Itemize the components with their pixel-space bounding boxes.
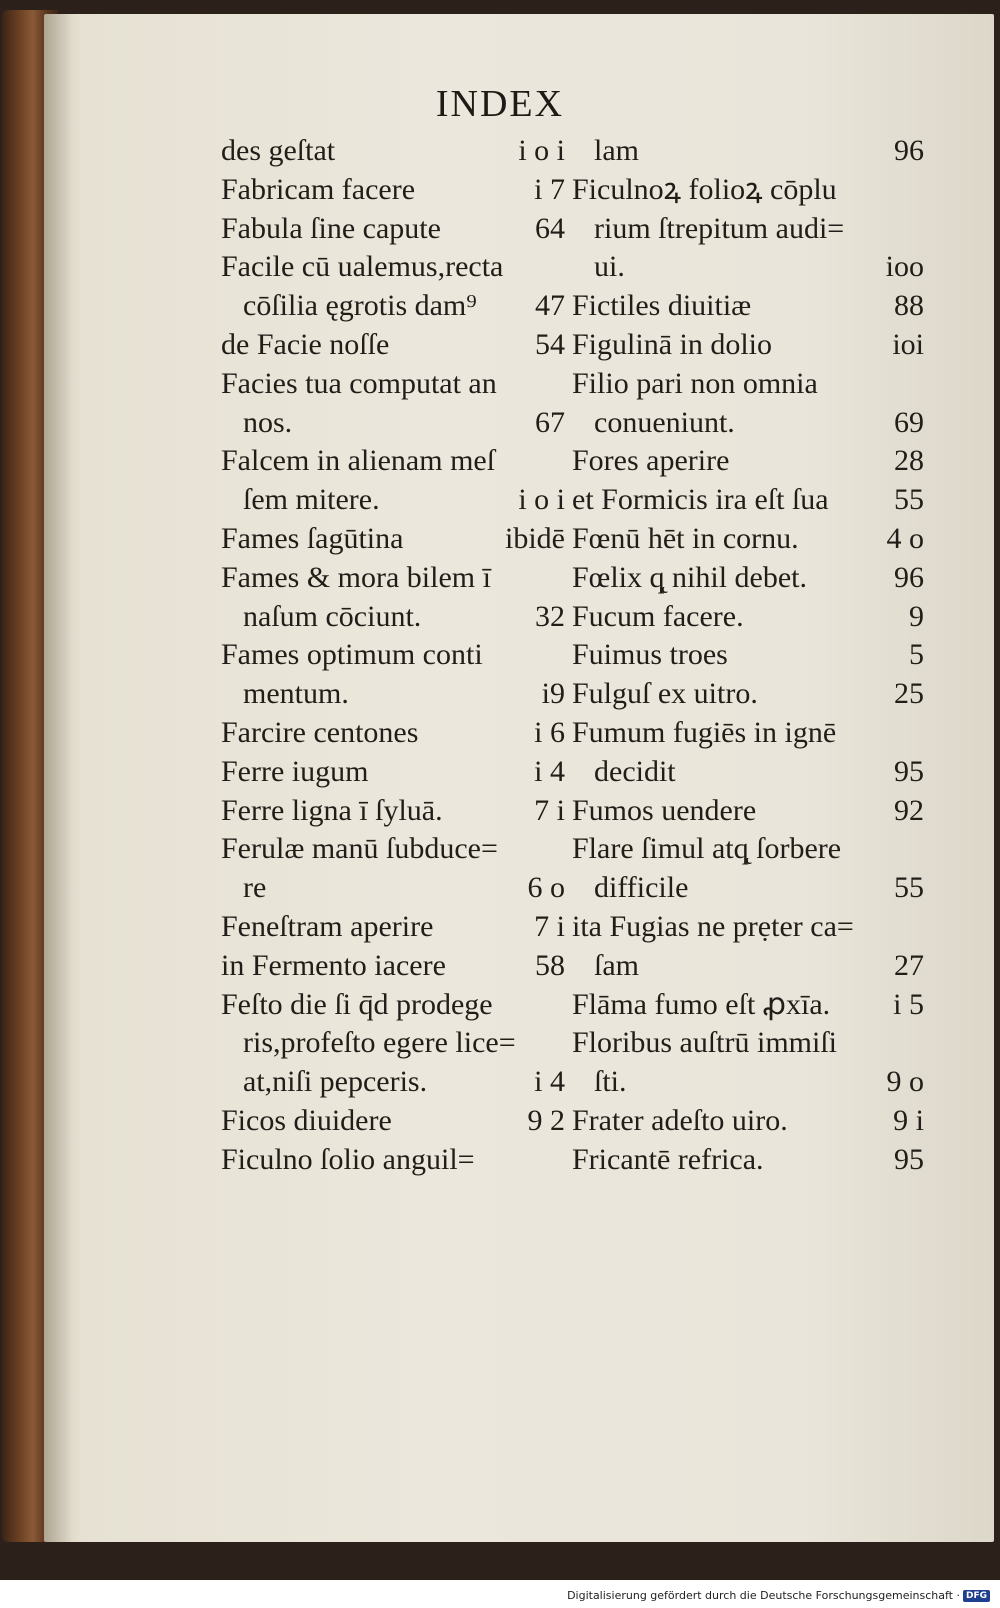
index-entry-page-number: 92 (894, 793, 924, 827)
index-entry-text: mentum. (243, 677, 349, 711)
index-entry-text: Fuimus troes (572, 638, 728, 672)
index-entry-text: Fumum fugiēs in ignē (572, 715, 837, 749)
index-entry-page-number: 55 (894, 483, 924, 517)
index-entry (572, 1141, 924, 1180)
index-entry-page-number: 88 (894, 289, 924, 323)
index-entry-text: Fictiles diuitiæ (572, 289, 752, 323)
index-entry (572, 792, 924, 831)
credit-text: Digitalisierung gefördert durch die Deutsche Forschungsgemeinschaft · (567, 1589, 960, 1602)
index-entry (572, 248, 924, 287)
index-entry-page-number: 6 o (527, 871, 565, 905)
index-entry (221, 210, 565, 249)
index-entry-text: Flāma fumo eſt ꝓxīa. (572, 987, 831, 1021)
index-entry (221, 636, 565, 675)
index-entry (221, 869, 565, 908)
index-entry (572, 210, 924, 249)
index-entry-text: Fabricam facere (221, 172, 416, 206)
index-entry-text: cōſilia ęgrotis dam⁹ (243, 289, 477, 323)
index-entry-page-number: i o i (518, 134, 565, 167)
index-entry-text: des geſtat (221, 134, 336, 167)
index-entry-page-number: i 4 (534, 1065, 565, 1099)
index-entry (572, 404, 924, 443)
index-entry-page-number: i o i (518, 483, 565, 517)
index-entry-text: Fames & mora bilem ī (221, 560, 491, 594)
digitization-credit (567, 1589, 990, 1602)
index-entry (572, 714, 924, 753)
index-entry-text: Facies tua computat an (221, 366, 497, 400)
index-entry-page-number: 9 (909, 599, 924, 633)
index-entry-page-number: i 5 (893, 987, 924, 1021)
index-entry-text: Ficulno ſolio anguil= (221, 1142, 475, 1176)
index-entry-text: Ferulæ manū ſubduce= (221, 832, 498, 866)
index-entry-text: Figulinā in dolio (572, 327, 773, 361)
index-entry-text: Fucum facere. (572, 599, 744, 633)
index-entry-text: Ferre ligna ī ſyluā. (221, 793, 443, 827)
index-column-left (221, 132, 565, 1180)
index-entry (572, 365, 924, 404)
index-entry-page-number: 7 i (534, 793, 565, 827)
index-entry-text: Frater adeſto uiro. (572, 1103, 788, 1137)
index-entry-page-number: ibidē (505, 521, 565, 555)
index-entry-page-number: 67 (535, 405, 565, 439)
index-entry-page-number: i 6 (534, 715, 565, 749)
index-entry (221, 830, 565, 869)
index-entry-page-number: 47 (535, 289, 565, 323)
index-entry (572, 830, 924, 869)
index-entry (221, 753, 565, 792)
index-entry-page-number: ioo (885, 250, 924, 284)
index-entry-text: lam (594, 134, 639, 167)
index-entry-text: Floribus auſtrū immiſi (572, 1026, 838, 1060)
index-entry-text: re (243, 871, 267, 905)
index-entry-text: Fames ſagūtina (221, 521, 404, 555)
index-entry (221, 792, 565, 831)
index-entry (221, 1024, 565, 1063)
index-entry-text: Fulguſ ex uitro. (572, 677, 758, 711)
index-entry-text: Farcire centones (221, 715, 419, 749)
index-entry (221, 481, 565, 520)
index-entry (221, 1102, 565, 1141)
index-entry-text: naſum cōciunt. (243, 599, 422, 633)
index-entry (221, 1063, 565, 1102)
index-entry (221, 520, 565, 559)
index-entry-page-number: ioi (892, 327, 924, 361)
index-entry-text: ita Fugias ne prẹter ca= (572, 909, 854, 943)
index-entry-page-number: 32 (535, 599, 565, 633)
index-entry-text: Ferre iugum (221, 754, 369, 788)
index-entry (221, 404, 565, 443)
index-entry-page-number: 9 2 (527, 1103, 565, 1137)
index-entry (221, 248, 565, 287)
index-entry (572, 986, 924, 1025)
index-entry-page-number: 96 (894, 134, 924, 167)
index-entry (221, 986, 565, 1025)
page-title: INDEX (435, 83, 565, 125)
index-entry-page-number: i 7 (534, 172, 565, 206)
index-entry-page-number: 5 (909, 638, 924, 672)
index-entry-page-number: 95 (894, 1142, 924, 1176)
index-entry-text: ſti. (594, 1065, 627, 1099)
index-entry (221, 908, 565, 947)
index-entry-text: Fœlix q̨ nihil debet. (572, 560, 807, 594)
index-entry-text: Fabula ſine capute (221, 211, 441, 245)
index-entry-page-number: 28 (894, 444, 924, 478)
index-entry-text: Feſto die ſi q̄d prodege (221, 987, 493, 1021)
index-entry-text: conueniunt. (594, 405, 735, 439)
index-entry-text: in Fermento iacere (221, 948, 446, 982)
index-entry (221, 559, 565, 598)
index-entry-text: Fœnū hēt in cornu. (572, 521, 799, 555)
index-entry (221, 598, 565, 637)
index-entry (572, 1063, 924, 1102)
index-entry-page-number: 7 i (534, 909, 565, 943)
index-entry (572, 1024, 924, 1063)
index-entry-text: Falcem in alienam meſ (221, 444, 496, 478)
index-entry-page-number: 69 (894, 405, 924, 439)
index-entry-text: de Facie noſſe (221, 327, 390, 361)
index-entry (221, 171, 565, 210)
index-entry (221, 132, 565, 171)
index-entry-text: decidit (594, 754, 676, 788)
index-entry-text: Feneſtram aperire (221, 909, 434, 943)
index-entry (572, 520, 924, 559)
index-entry-text: Ficos diuidere (221, 1103, 392, 1137)
index-entry-page-number: i9 (541, 677, 565, 711)
index-entry (221, 442, 565, 481)
index-entry (221, 365, 565, 404)
index-entry-page-number: 9 o (886, 1065, 924, 1099)
index-entry (572, 869, 924, 908)
index-entry (572, 171, 924, 210)
index-column-right (572, 132, 924, 1180)
index-entry (221, 675, 565, 714)
index-entry-page-number: 9 i (893, 1103, 924, 1137)
index-entry (221, 714, 565, 753)
index-entry-page-number: 25 (894, 677, 924, 711)
index-entry-page-number: 55 (894, 871, 924, 905)
index-entry-text: nos. (243, 405, 293, 439)
index-entry (221, 287, 565, 326)
index-entry (572, 908, 924, 947)
index-entry (221, 326, 565, 365)
index-entry-text: ſam (594, 948, 639, 982)
index-entry-text: Flare ſimul atq̨ ſorbere (572, 832, 842, 866)
index-entry-text: ſem mitere. (243, 483, 380, 517)
index-entry (572, 947, 924, 986)
index-entry-text: rium ſtrepitum audi= (594, 211, 845, 245)
index-entry-text: Filio pari non omnia (572, 366, 818, 400)
index-entry-page-number: 54 (535, 327, 565, 361)
index-entry (572, 287, 924, 326)
index-entry-page-number: 64 (535, 211, 565, 245)
index-entry-text: ris,profeſto egere lice= (243, 1026, 516, 1060)
index-entry-text: Ficulnoꝝ folioꝝ cōplu (572, 172, 837, 206)
index-entry-page-number: i 4 (534, 754, 565, 788)
index-entry (221, 1141, 565, 1180)
index-entry-text: Facile cū ualemus,recta (221, 250, 504, 284)
index-entry (572, 598, 924, 637)
index-entry (572, 481, 924, 520)
index-entry-text: ui. (594, 250, 625, 284)
index-entry-text: Fricantē refrica. (572, 1142, 764, 1176)
index-entry-text: Fores aperire (572, 444, 730, 478)
index-entry (572, 442, 924, 481)
index-entry-page-number: 4 o (886, 521, 924, 555)
index-entry (221, 947, 565, 986)
index-entry-page-number: 96 (894, 560, 924, 594)
index-entry-text: Fumos uendere (572, 793, 757, 827)
index-entry-text: at,niſi pepceris. (243, 1065, 428, 1099)
index-entry (572, 559, 924, 598)
index-entry (572, 636, 924, 675)
index-entry-text: Fames optimum conti (221, 638, 483, 672)
index-entry (572, 675, 924, 714)
index-entry-page-number: 95 (894, 754, 924, 788)
dfg-logo: DFG (963, 1590, 990, 1602)
index-entry-page-number: 58 (535, 948, 565, 982)
index-entry-text: difficile (594, 871, 689, 905)
index-entry-page-number: 27 (894, 948, 924, 982)
index-entry-text: et Formicis ira eſt ſua (572, 483, 829, 517)
index-entry (572, 1102, 924, 1141)
index-entry (572, 132, 924, 171)
index-entry (572, 326, 924, 365)
index-entry (572, 753, 924, 792)
